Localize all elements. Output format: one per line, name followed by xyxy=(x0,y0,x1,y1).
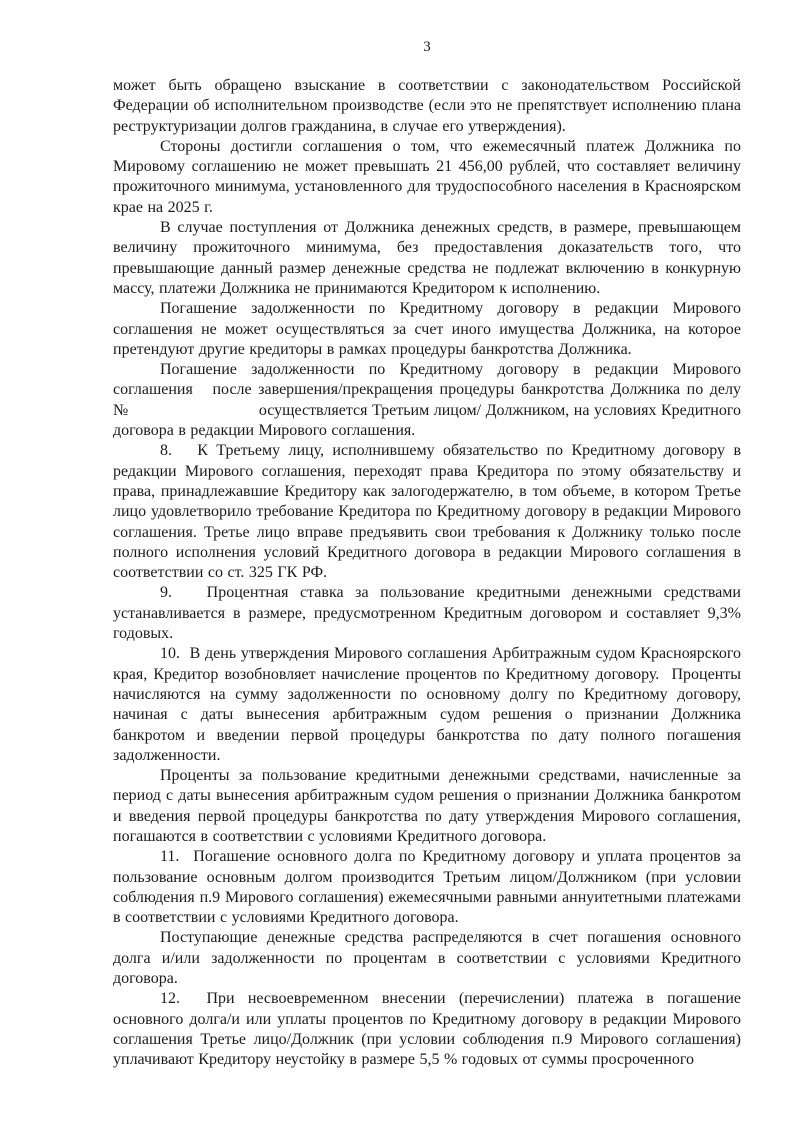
paragraph: Погашение задолженности по Кредитному договору в редакции Мирового соглашения после завершения/прекращения процедуры банкротства Должника по делу № осуществляется Третьим лицом/ Должником, на условиях Кредитного договора в редакции Мирового соглашения. xyxy=(113,361,741,440)
document-body xyxy=(113,76,741,1071)
paragraph: может быть обращено взыскание в соответствии с законодательством Российской Федерации об исполнительном производстве (если это не препятствует исполнению плана реструктуризации долгов гражданина, в случае его утверждения). xyxy=(113,77,741,135)
paragraph: Погашение задолженности по Кредитному договору в редакции Мирового соглашения не может осуществляться за счет иного имущества Должника, на которое претендуют другие кредиторы в рамках процедуры банкротства Должника. xyxy=(113,300,741,358)
paragraph: 12. При несвоевременном внесении (перечислении) платежа в погашение основного долга/и или уплаты процентов по Кредитному договору в редакции Мирового соглашения Третье лицо/Должник (при условии соблюдения п.9 Мирового соглашения) уплачивают Кредитору неустойку в размере 5,5 % годовых от суммы просроченного xyxy=(113,990,741,1069)
paragraph: Стороны достигли соглашения о том, что ежемесячный платеж Должника по Мировому соглашению не может превышать 21 456,00 рублей, что составляет величину прожиточного минимума, установленного для трудоспособного населения в Красноярском крае на 2025 г. xyxy=(113,137,741,216)
paragraph: 8. К Третьему лицу, исполнившему обязательство по Кредитному договору в редакции Мирового соглашения, переходят права Кредитора по этому обязательству и права, принадлежавшие Кредитору как залогодержателю, в том объеме, в котором Третье лицо удовлетворило требование Кредитора по Кредитному договору в редакции Мирового соглашения. Третье лицо вправе предъявить свои требования к Должнику только после полного исполнения условий Кредитного договора в редакции Мирового соглашения в соответствии со ст. 325 ГК РФ. xyxy=(113,442,741,582)
paragraph: 9. Процентная ставка за пользование кредитными денежными средствами устанавливается в размере, предусмотренном Кредитным договором и составляет 9,3% годовых. xyxy=(113,584,741,643)
page-number: 3 xyxy=(423,39,431,55)
paragraph: В случае поступления от Должника денежных средств, в размере, превышающем величину прожиточного минимума, без предоставления доказательств того, что превышающие данный размер денежные средства не подлежат включению в конкурную массу, платежи Должника не принимаются Кредитором к исполнению. xyxy=(113,219,741,297)
paragraph: Поступающие денежные средства распределяются в счет погашения основного долга и/или задолженности по процентам в соответствии с условиями Кредитного договора. xyxy=(113,929,741,988)
paragraph: 11. Погашение основного долга по Кредитному договору и уплата процентов за пользование основным долгом производится Третьим лицом/Должником (при условии соблюдения п.9 Мирового соглашения) ежемесячными равными аннуитетными платежами в соответствии с условиями Кредитного договора. xyxy=(113,848,741,927)
document-content xyxy=(113,38,741,1071)
paragraph: Проценты за пользование кредитными денежными средствами, начисленные за период с даты вынесения арбитражным судом решения о признании Должника банкротом и введения первой процедуры банкротства по дату утверждения Мирового соглашения, погашаются в соответствии с условиями Кредитного договора. xyxy=(113,767,741,845)
paragraph: 10. В день утверждения Мирового соглашения Арбитражным судом Красноярского края, Кредитор возобновляет начисление процентов по Кредитному договору. Проценты начисляются на сумму задолженности по основному долгу по Кредитному договору, начиная с даты вынесения арбитражным судом решения о признании Должника банкротом и введении первой процедуры банкротства по дату полного погашения задолженности. xyxy=(113,645,741,764)
